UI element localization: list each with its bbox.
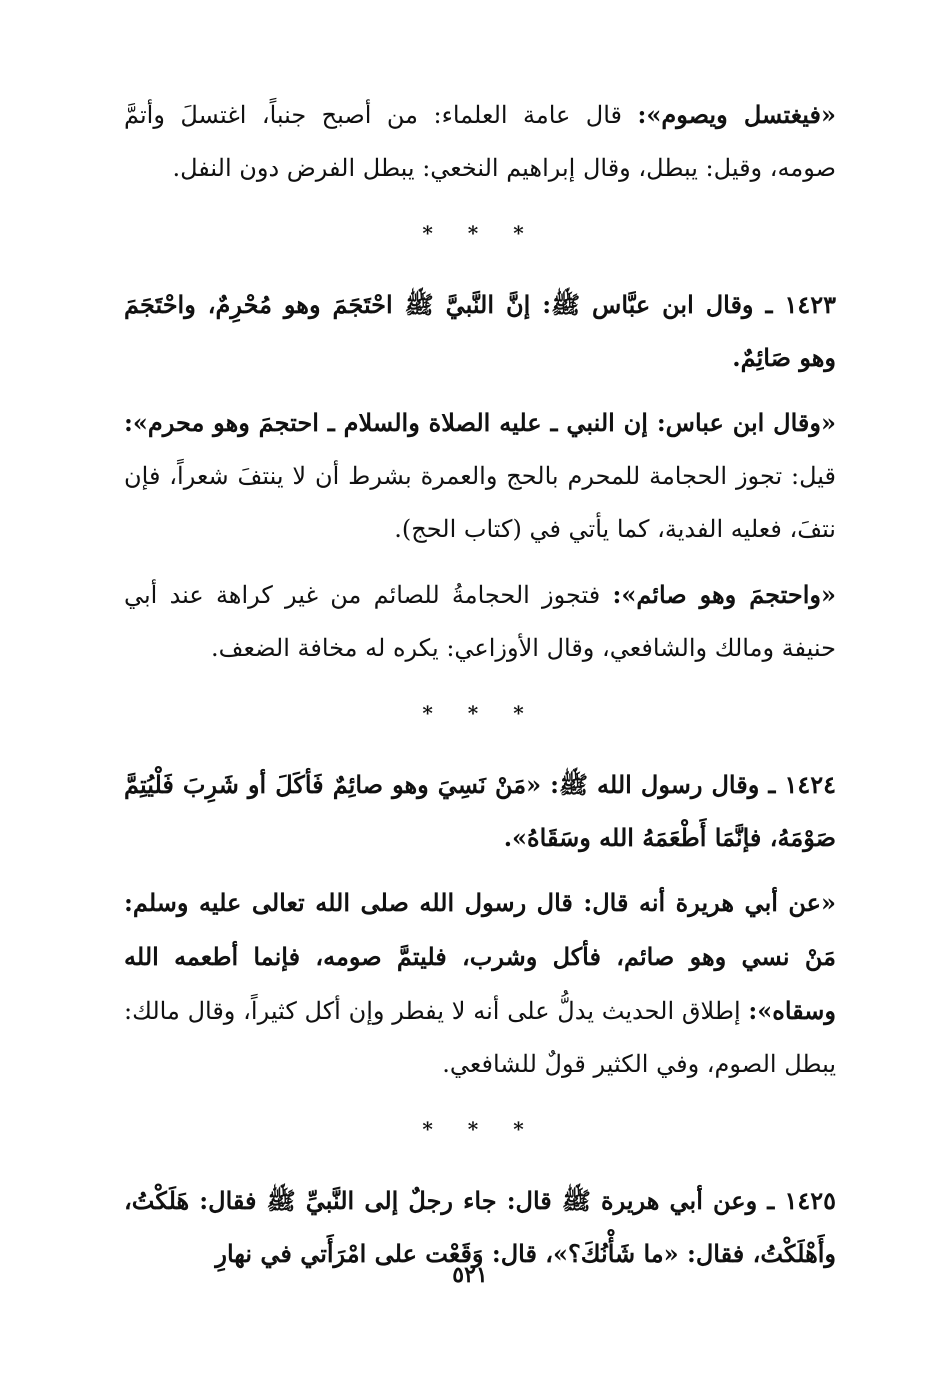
commentary-text: قال عامة العلماء: من أصبح جنباً، اغتسلَ وأتمَّ صومه، وقيل: يبطل، وقال إبراهيم النخعي: يبطل الفرض دون النفل.	[124, 101, 836, 182]
hadith-1424: ١٤٢٤ ـ وقال رسول الله ﷺ: «مَنْ نَسِيَ وهو صائِمٌ فَأكَلَ أو شَرِبَ فَلْيُتِمَّ صَوْمَهُ، فإنَّمَا أَطْعَمَهُ الله وسَقَاهُ».	[124, 770, 836, 852]
commentary-lead: «واحتجمَ وهو صائم»:	[612, 580, 836, 609]
commentary-lead: «فيغتسل ويصوم»:	[637, 100, 836, 129]
page-body	[124, 88, 836, 1280]
commentary-lead: «عن أبي هريرة أنه قال: قال رسول الله صلى الله تعالى عليه وسلم: مَنْ نسي وهو صائم، فأكل وشرب، فليتمَّ صومه، فإنما أطعمه الله وسقاه»:	[124, 888, 836, 1025]
section-separator: * * *	[422, 1117, 538, 1141]
section-separator: * * *	[422, 221, 538, 245]
hadith-1425: ١٤٢٥ ـ وعن أبي هريرة ﷺ قال: جاء رجلٌ إلى النَّبيِّ ﷺ فقال: هَلَكْتُ، وأَهْلَكْتُ، فقال: «ما شَأْنُكَ؟»، قال: وَقَعْت على امْرَأَتي في نهارِ	[124, 1186, 836, 1268]
commentary-paragraph	[124, 88, 836, 195]
commentary-paragraph	[124, 876, 836, 1091]
commentary-lead: «وقال ابن عباس: إن النبي ـ عليه الصلاة والسلام ـ احتجمَ وهو محرم»:	[124, 408, 836, 437]
commentary-text: إطلاق الحديث يدلُّ على أنه لا يفطر وإن أكل كثيراً، وقال مالك: يبطل الصوم، وفي الكثير قولٌ للشافعي.	[124, 997, 836, 1078]
page-number: ٥٢١	[452, 1262, 488, 1288]
commentary-paragraph	[124, 568, 836, 675]
commentary-text: فتجوز الحجامةُ للصائم من غير كراهة عند أبي حنيفة ومالك والشافعي، وقال الأوزاعي: يكره له مخافة الضعف.	[124, 581, 836, 662]
hadith-1423: ١٤٢٣ ـ وقال ابن عبَّاس ﷺ: إنَّ النَّبيَّ ﷺ احْتَجَمَ وهو مُحْرِمٌ، واحْتَجَمَ وهو صَائِمٌ.	[124, 290, 836, 372]
section-separator: * * *	[422, 701, 538, 725]
commentary-text: قيل: تجوز الحجامة للمحرم بالحج والعمرة بشرط أن لا ينتفَ شعراً، فإن نتفَ، فعليه الفدية، كما يأتي في (كتاب الحج).	[124, 462, 836, 543]
commentary-paragraph	[124, 396, 836, 556]
